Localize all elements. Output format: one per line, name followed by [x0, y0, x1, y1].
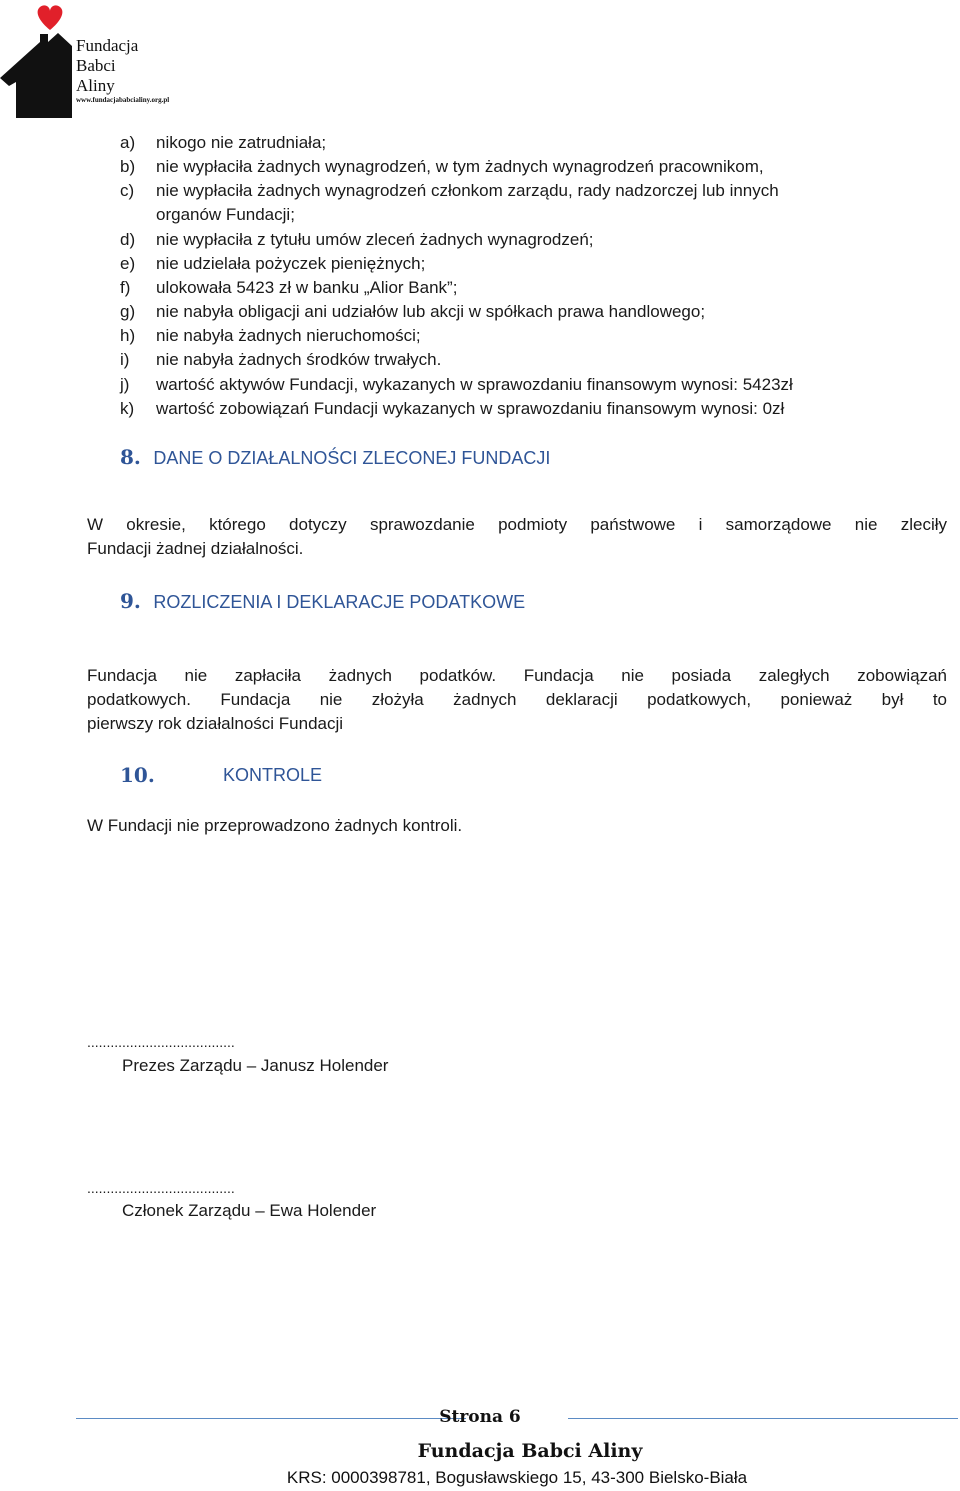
- section-8-heading: [120, 445, 550, 469]
- section-10-heading: [120, 763, 323, 787]
- signature-caption: Członek Zarządu – Ewa Holender: [122, 1201, 377, 1220]
- logo-line-2: Babci: [76, 56, 116, 75]
- list-label: f): [120, 278, 131, 297]
- page-number: Strona 6: [439, 1407, 521, 1427]
- logo-line-3: Aliny: [76, 76, 115, 95]
- section-number: 9.: [120, 589, 141, 613]
- logo-wordmark: [76, 36, 169, 104]
- list-label: k): [120, 399, 135, 418]
- list-label: g): [120, 302, 136, 321]
- paragraph-line: Fundacja nie zapłaciła żadnych podatków. Fundacja nie posiada zaległych zobowiązań: [87, 666, 947, 685]
- list-label: a): [120, 133, 136, 152]
- list-text: nie wypłaciła żadnych wynagrodzeń członkom zarządu, rady nadzorczej lub innych: [156, 181, 779, 200]
- paragraph-line: podatkowych. Fundacja nie złożyła żadnych deklaracji podatkowych, ponieważ był to: [87, 690, 947, 709]
- signature-line: ......................................: [87, 1034, 235, 1050]
- section-9-paragraph: [87, 664, 947, 736]
- signature-caption: Prezes Zarządu – Janusz Holender: [122, 1056, 389, 1075]
- section-title: KONTROLE: [223, 765, 323, 785]
- paragraph-line: W Fundacji nie przeprowadzono żadnych kontroli.: [87, 816, 463, 835]
- footer-address: KRS: 0000398781, Bogusławskiego 15, 43-300 Bielsko-Biała: [286, 1468, 748, 1487]
- list-text: nie nabyła żadnych nieruchomości;: [156, 326, 421, 345]
- list-label: d): [120, 230, 136, 249]
- section-title: DANE O DZIAŁALNOŚCI ZLECONEJ FUNDACJI: [153, 448, 551, 468]
- paragraph-line: Fundacji żadnej działalności.: [87, 539, 304, 558]
- list-text: nie nabyła obligacji ani udziałów lub akcji w spółkach prawa handlowego;: [156, 302, 706, 321]
- list-text: wartość aktywów Fundacji, wykazanych w sprawozdaniu finansowym wynosi: 5423zł: [156, 375, 793, 394]
- list-label: i): [120, 350, 130, 369]
- section-8-paragraph: [87, 513, 947, 561]
- list-text: wartość zobowiązań Fundacji wykazanych w sprawozdaniu finansowym wynosi: 0zł: [156, 399, 785, 418]
- list-label: e): [120, 254, 136, 273]
- section-title: ROZLICZENIA I DEKLARACJE PODATKOWE: [153, 592, 526, 612]
- section-10-paragraph: [87, 814, 947, 838]
- signature-line: ......................................: [87, 1180, 235, 1196]
- logo-line-1: Fundacja: [76, 36, 139, 55]
- list-label: b): [120, 157, 136, 176]
- list-text: nie wypłaciła z tytułu umów zleceń żadnych wynagrodzeń;: [156, 230, 594, 249]
- list-label: c): [120, 181, 135, 200]
- list-text: nie udzielała pożyczek pieniężnych;: [156, 254, 426, 273]
- list-text-continuation: organów Fundacji;: [156, 205, 295, 224]
- logo-url: www.fundacjababcialiny.org.pl: [76, 96, 170, 104]
- section-number: 10.: [120, 763, 155, 787]
- paragraph-line: W okresie, którego dotyczy sprawozdanie podmioty państwowe i samorządowe nie zleciły: [87, 515, 947, 534]
- list-label: h): [120, 326, 136, 345]
- list-label: j): [120, 375, 130, 394]
- list-text: nikogo nie zatrudniała;: [156, 133, 327, 152]
- section-9-heading: [120, 589, 525, 613]
- list-text: nie wypłaciła żadnych wynagrodzeń, w tym żadnych wynagrodzeń pracownikom,: [156, 157, 764, 176]
- list-text: ulokowała 5423 zł w banku „Alior Bank”;: [156, 278, 458, 297]
- foundation-logo: [0, 0, 190, 120]
- footer-organization: Fundacja Babci Aliny: [417, 1440, 643, 1462]
- list-text: nie nabyła żadnych środków trwałych.: [156, 350, 442, 369]
- section-number: 8.: [120, 445, 141, 469]
- paragraph-line: pierwszy rok działalności Fundacji: [87, 714, 344, 733]
